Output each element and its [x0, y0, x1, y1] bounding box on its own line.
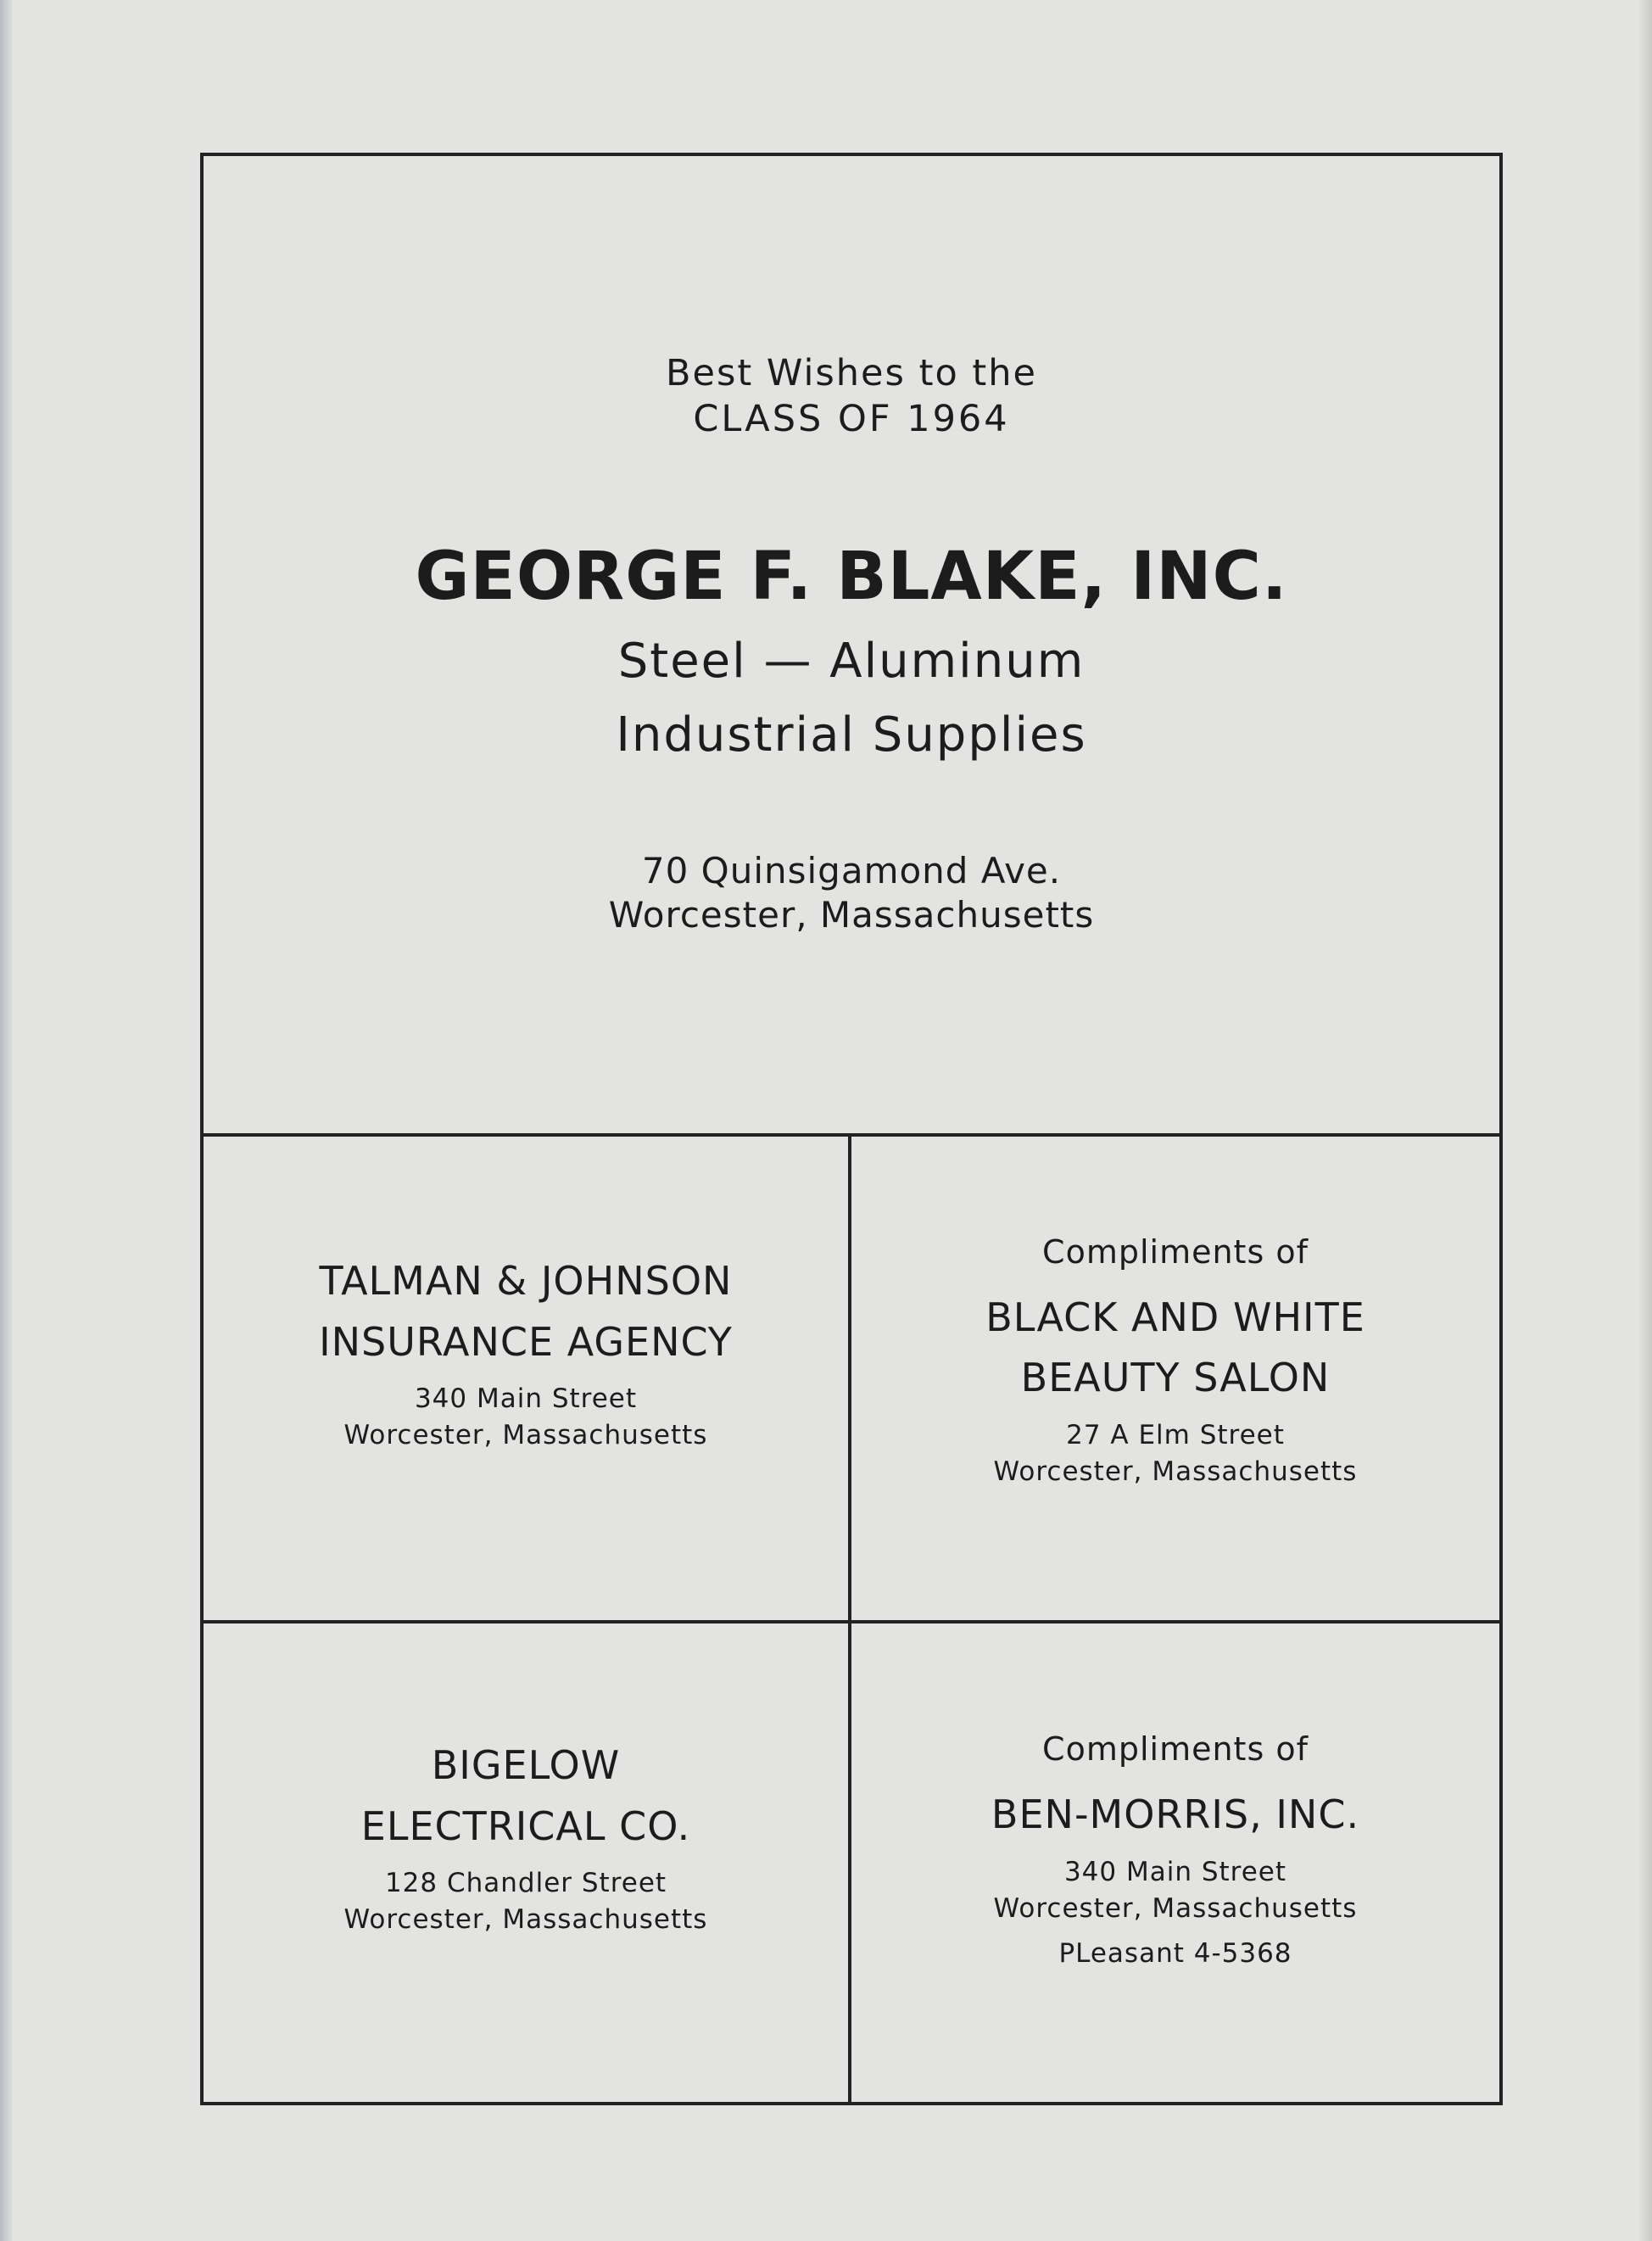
- black-and-white-salon-ad: [851, 1137, 1499, 1620]
- page-outer-edge: [1638, 0, 1652, 2241]
- greeting-line-2: CLASS OF 1964: [693, 397, 1010, 440]
- ad-address-line-1: 128 Chandler Street: [384, 1867, 667, 1898]
- ad-name-line-2: ELECTRICAL CO.: [360, 1802, 691, 1849]
- tagline-line-2: Industrial Supplies: [616, 707, 1087, 763]
- ad-address-line-1: 27 A Elm Street: [1066, 1419, 1285, 1450]
- page-binding-edge: [0, 0, 12, 2241]
- ad-address-line-2: Worcester, Massachusetts: [993, 1456, 1358, 1488]
- ad-name-line-1: BEN-MORRIS, INC.: [991, 1791, 1360, 1838]
- ad-address-line-2: Worcester, Massachusetts: [343, 1904, 708, 1936]
- talman-johnson-ad: [204, 1137, 848, 1620]
- ad-address-line-2: Worcester, Massachusetts: [343, 1420, 708, 1451]
- greeting-line-1: Best Wishes to the: [666, 352, 1037, 395]
- ad-name-line-2: BEAUTY SALON: [1020, 1355, 1331, 1401]
- advertisement-grid: [200, 153, 1503, 2105]
- ad-name-line-1: BIGELOW: [431, 1742, 621, 1789]
- ben-morris-ad: [851, 1623, 1499, 2102]
- tagline-line-1: Steel — Aluminum: [617, 634, 1086, 690]
- address-line-2: Worcester, Massachusetts: [608, 894, 1095, 936]
- ad-compliments: Compliments of: [1042, 1730, 1309, 1768]
- george-f-blake-ad: [204, 156, 1499, 1133]
- company-name: GEORGE F. BLAKE, INC.: [415, 538, 1288, 615]
- ad-phone: PLeasant 4-5368: [1058, 1938, 1292, 1970]
- ad-address-line-1: 340 Main Street: [414, 1383, 638, 1414]
- address-line-1: 70 Quinsigamond Ave.: [641, 849, 1062, 891]
- ad-address-line-2: Worcester, Massachusetts: [993, 1893, 1358, 1925]
- ad-name-line-1: TALMAN & JOHNSON: [319, 1258, 733, 1305]
- bigelow-electrical-ad: [204, 1623, 848, 2102]
- ad-compliments: Compliments of: [1042, 1232, 1309, 1271]
- ad-name-line-1: BLACK AND WHITE: [985, 1294, 1365, 1341]
- ad-name-line-2: INSURANCE AGENCY: [319, 1318, 733, 1365]
- ad-address-line-1: 340 Main Street: [1063, 1856, 1287, 1887]
